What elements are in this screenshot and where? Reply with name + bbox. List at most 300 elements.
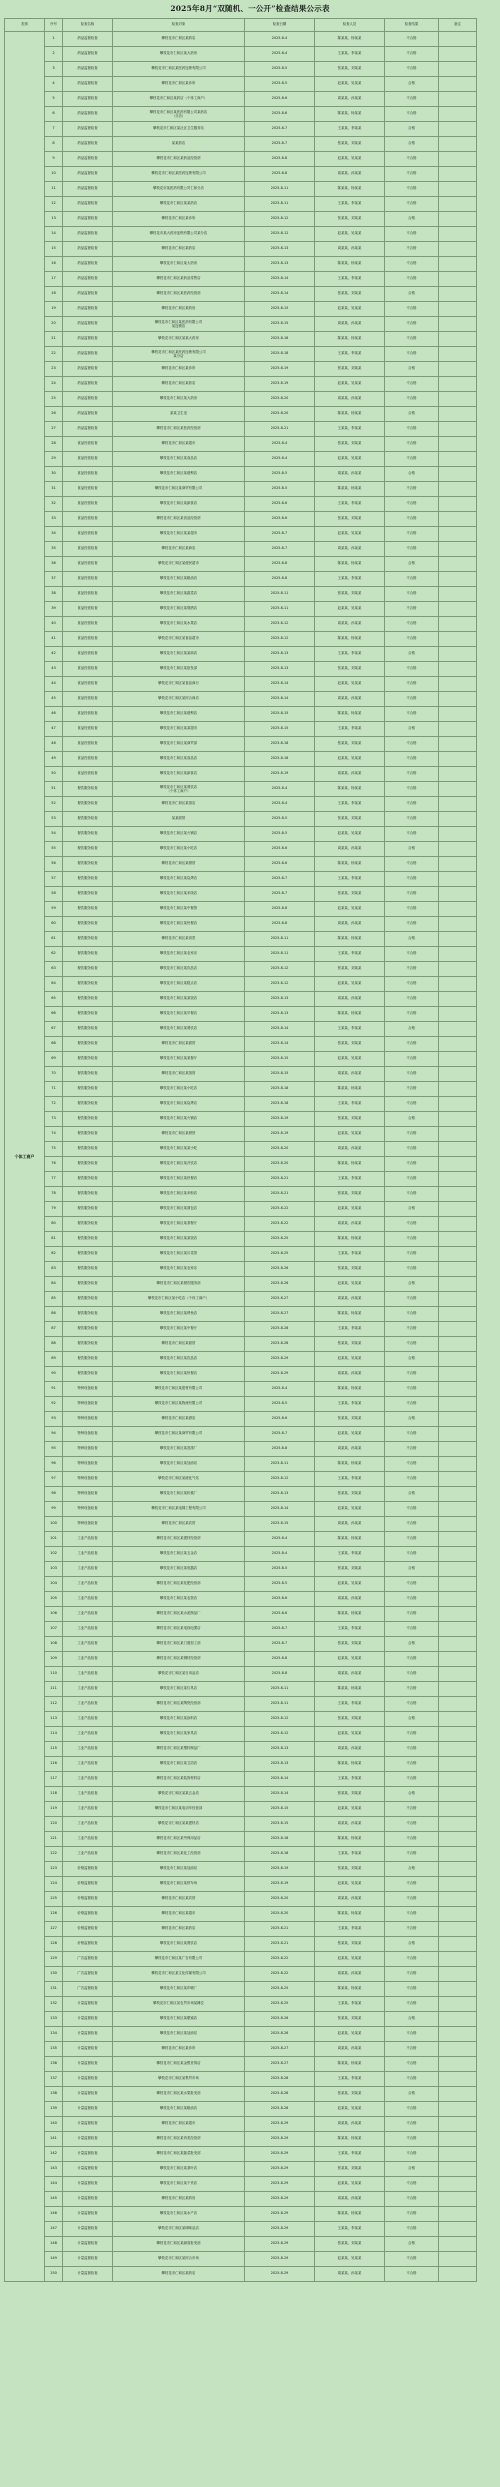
remarks-cell [439, 677, 477, 692]
inspection-result-cell: 合格 [385, 1202, 439, 1217]
inspectors-cell: 王某某、李某某 [315, 1547, 385, 1562]
inspection-name-cell: 广告监督检查 [63, 1967, 113, 1982]
row-index-cell: 148 [45, 2237, 63, 2252]
remarks-cell [439, 617, 477, 632]
table-row [5, 842, 477, 857]
inspection-subject-line: 某分店 [173, 354, 184, 358]
inspection-result-cell: 不合格 [385, 47, 439, 62]
row-index-cell: 47 [45, 722, 63, 737]
inspection-name-cell: 药品监督检查 [63, 137, 113, 152]
inspectors-cell: 周某某、孙某某 [315, 92, 385, 107]
inspection-name-cell: 食品经营检查 [63, 692, 113, 707]
inspectors-cell: 赵某某、吴某某 [315, 77, 385, 92]
table-row [5, 1862, 477, 1877]
inspection-subject-cell: 攀枝花市仁和区某早餐店 [113, 1007, 245, 1022]
inspectors-cell: 陈某某、杨某某 [315, 1457, 385, 1472]
inspectors-cell: 赵某某、吴某某 [315, 227, 385, 242]
inspection-name-cell: 餐饮服务检查 [63, 842, 113, 857]
remarks-cell [439, 1847, 477, 1862]
inspection-subject-cell: 攀枝花市仁和区某涂料店 [113, 1712, 245, 1727]
table-row [5, 1982, 477, 1997]
row-index-cell: 6 [45, 107, 63, 122]
inspection-subject-cell: 攀枝花市仁和区某灯具店 [113, 1682, 245, 1697]
inspection-result-cell: 合格 [385, 1637, 439, 1652]
inspection-subject-cell: 攀枝花市仁和区某诊所 [113, 77, 245, 92]
inspection-date-cell: 2025-8-13 [245, 1757, 315, 1772]
inspection-subject-cell: 攀枝花市仁和区某食堂 [113, 932, 245, 947]
remarks-cell [439, 827, 477, 842]
inspection-result-cell: 合格 [385, 2012, 439, 2027]
table-row [5, 947, 477, 962]
inspection-date-cell: 2025-8-15 [245, 1817, 315, 1832]
inspection-name-cell: 计量监督检查 [63, 2147, 113, 2162]
inspection-name-cell: 药品监督检查 [63, 242, 113, 257]
inspection-subject-cell: 攀枝花市仁和区某茶叶店 [113, 2162, 245, 2177]
inspection-date-cell: 2025-8-5 [245, 77, 315, 92]
inspection-name-cell: 餐饮服务检查 [63, 1142, 113, 1157]
table-row [5, 1007, 477, 1022]
table-row [5, 407, 477, 422]
inspection-name-cell: 餐饮服务检查 [63, 1337, 113, 1352]
remarks-cell [439, 407, 477, 422]
inspection-result-cell: 不合格 [385, 1997, 439, 2012]
inspection-name-cell: 特种设备检查 [63, 1397, 113, 1412]
inspection-subject-cell: 攀枝花市某医药有限公司仁和分店 [113, 182, 245, 197]
row-index-cell: 52 [45, 797, 63, 812]
inspectors-cell: 王某某、李某某 [315, 1847, 385, 1862]
remarks-cell [439, 1772, 477, 1787]
inspection-result-cell: 不合格 [385, 617, 439, 632]
inspection-date-cell: 2025-8-12 [245, 1472, 315, 1487]
inspection-name-cell: 食品经营检查 [63, 437, 113, 452]
table-row [5, 1562, 477, 1577]
remarks-cell [439, 647, 477, 662]
inspectors-cell: 赵某某、吴某某 [315, 1127, 385, 1142]
inspectors-cell: 周某某、孙某某 [315, 1742, 385, 1757]
inspection-subject-cell: 攀枝花市仁和区某农资店 [113, 1592, 245, 1607]
inspection-date-cell: 2025-8-4 [245, 1547, 315, 1562]
row-index-cell: 102 [45, 1547, 63, 1562]
table-row [5, 737, 477, 752]
inspectors-cell: 张某某、刘某某 [315, 662, 385, 677]
inspectors-cell: 张某某、刘某某 [315, 1937, 385, 1952]
inspection-result-cell: 不合格 [385, 917, 439, 932]
inspection-subject-cell: 攀枝花市仁和区某医药连锁有限公司 [113, 62, 245, 77]
inspection-date-cell: 2025-8-13 [245, 1742, 315, 1757]
table-row [5, 272, 477, 287]
inspectors-cell: 赵某某、吴某某 [315, 1202, 385, 1217]
remarks-cell [439, 1487, 477, 1502]
page-title: 2025年8月“双随机、一公开”检查结果公示表 [170, 4, 330, 13]
table-row [5, 1052, 477, 1067]
table-row [5, 227, 477, 242]
inspectors-cell: 张某某、刘某某 [315, 1637, 385, 1652]
inspection-subject-cell: 攀枝花市仁和区某便利店 [113, 707, 245, 722]
inspectors-cell: 赵某某、吴某某 [315, 1877, 385, 1892]
row-index-cell: 81 [45, 1232, 63, 1247]
inspection-name-cell: 餐饮服务检查 [63, 812, 113, 827]
remarks-cell [439, 752, 477, 767]
remarks-cell [439, 1577, 477, 1592]
inspection-subject-cell: 攀枝花市仁和区某饭店 [113, 797, 245, 812]
inspection-date-cell: 2025-8-4 [245, 32, 315, 47]
inspection-subject-cell: 攀枝花市仁和区某川菜馆 [113, 1247, 245, 1262]
inspection-date-cell: 2025-8-4 [245, 797, 315, 812]
inspection-name-cell: 工业产品检查 [63, 1697, 113, 1712]
row-index-cell: 61 [45, 932, 63, 947]
inspection-name-cell: 药品监督检查 [63, 332, 113, 347]
inspection-result-cell: 不合格 [385, 482, 439, 497]
row-index-cell: 37 [45, 572, 63, 587]
inspectors-cell: 王某某、李某某 [315, 347, 385, 362]
inspection-date-cell: 2025-8-11 [245, 197, 315, 212]
inspectors-cell: 张某某、刘某某 [315, 137, 385, 152]
inspection-result-cell: 合格 [385, 1277, 439, 1292]
inspection-subject-line: 攀枝花市仁和区某医药有限公司某药店 [149, 109, 208, 114]
inspection-subject-cell: 攀枝花市仁和区某综合商店 [113, 692, 245, 707]
remarks-cell [439, 152, 477, 167]
inspection-subject-cell: 攀枝花市仁和区某大药房 [113, 47, 245, 62]
inspection-date-cell: 2025-8-11 [245, 602, 315, 617]
inspectors-cell: 陈某某、杨某某 [315, 2207, 385, 2222]
inspection-result-cell: 不合格 [385, 497, 439, 512]
inspection-subject-cell: 攀枝花市仁和区某副食店 [113, 497, 245, 512]
inspectors-cell: 张某某、刘某某 [315, 1787, 385, 1802]
table-row [5, 1652, 477, 1667]
inspection-name-cell: 计量监督检查 [63, 2027, 113, 2042]
inspectors-cell: 王某某、李某某 [315, 797, 385, 812]
table-row [5, 122, 477, 137]
remarks-cell [439, 1202, 477, 1217]
inspection-subject-cell: 攀枝花市仁和区某水果店 [113, 617, 245, 632]
inspection-name-cell: 工业产品检查 [63, 1577, 113, 1592]
inspectors-cell: 张某某、刘某某 [315, 1712, 385, 1727]
inspection-name-cell: 食品经营检查 [63, 452, 113, 467]
inspection-name-cell: 特种设备检查 [63, 1412, 113, 1427]
inspection-subject-cell: 攀枝花市仁和区某商贸有限公司 [113, 1427, 245, 1442]
table-row [5, 572, 477, 587]
inspection-result-cell: 不合格 [385, 1457, 439, 1472]
inspection-name-cell: 餐饮服务检查 [63, 932, 113, 947]
row-index-cell: 58 [45, 887, 63, 902]
inspection-date-cell: 2025-8-6 [245, 497, 315, 512]
row-index-cell: 54 [45, 827, 63, 842]
inspection-subject-cell: 攀枝花市仁和区某小吃店 [113, 1082, 245, 1097]
remarks-cell [439, 1442, 477, 1457]
table-row [5, 632, 477, 647]
inspection-date-cell: 2025-8-18 [245, 1082, 315, 1097]
inspection-result-cell: 合格 [385, 842, 439, 857]
inspection-subject-cell: 攀枝花市仁和区某诊所 [113, 2042, 245, 2057]
row-index-cell: 75 [45, 1142, 63, 1157]
inspection-name-cell: 药品监督检查 [63, 227, 113, 242]
row-index-cell: 79 [45, 1202, 63, 1217]
inspection-date-cell: 2025-8-29 [245, 2192, 315, 2207]
inspection-subject-cell: 攀枝花市仁和区某商店 [113, 542, 245, 557]
inspection-name-cell: 餐饮服务检查 [63, 887, 113, 902]
inspection-date-cell: 2025-8-13 [245, 647, 315, 662]
inspection-result-cell: 不合格 [385, 182, 439, 197]
table-row [5, 212, 477, 227]
inspection-date-cell: 2025-8-19 [245, 1127, 315, 1142]
inspectors-cell: 周某某、孙某某 [315, 392, 385, 407]
inspection-subject-cell: 攀枝花市仁和区某化肥经营部 [113, 1577, 245, 1592]
table-row [5, 902, 477, 917]
inspection-date-cell: 2025-8-4 [245, 1532, 315, 1547]
remarks-cell [439, 1712, 477, 1727]
inspectors-cell: 张某某、刘某某 [315, 587, 385, 602]
row-index-cell: 118 [45, 1787, 63, 1802]
table-row [5, 1082, 477, 1097]
inspection-subject-cell: 攀枝花市仁和区某某超市 [113, 527, 245, 542]
table-row [5, 257, 477, 272]
inspection-result-cell: 不合格 [385, 1067, 439, 1082]
table-row [5, 2162, 477, 2177]
row-index-cell: 116 [45, 1757, 63, 1772]
table-row [5, 812, 477, 827]
inspection-date-cell: 2025-8-22 [245, 1217, 315, 1232]
inspection-subject-cell: 攀枝花市仁和区某烧烤店 [113, 1097, 245, 1112]
row-index-cell: 70 [45, 1067, 63, 1082]
inspectors-cell: 王某某、李某某 [315, 1097, 385, 1112]
inspection-result-cell: 不合格 [385, 542, 439, 557]
remarks-cell [439, 917, 477, 932]
row-index-cell: 55 [45, 842, 63, 857]
inspection-date-cell: 2025-8-12 [245, 632, 315, 647]
inspectors-cell: 王某某、李某某 [315, 1622, 385, 1637]
table-row [5, 1457, 477, 1472]
inspection-subject-cell: 某某卫生室 [113, 407, 245, 422]
inspection-date-cell: 2025-8-12 [245, 1712, 315, 1727]
remarks-cell [439, 1247, 477, 1262]
row-index-cell: 26 [45, 407, 63, 422]
inspectors-cell: 周某某、孙某某 [315, 1592, 385, 1607]
remarks-cell [439, 797, 477, 812]
inspection-name-cell: 价格监督检查 [63, 1862, 113, 1877]
inspection-date-cell: 2025-8-19 [245, 377, 315, 392]
inspection-date-cell: 2025-8-15 [245, 317, 315, 332]
row-index-cell: 77 [45, 1172, 63, 1187]
row-index-cell: 42 [45, 647, 63, 662]
inspection-date-cell: 2025-8-14 [245, 1037, 315, 1052]
inspectors-cell: 赵某某、吴某某 [315, 1502, 385, 1517]
inspection-result-cell: 不合格 [385, 2252, 439, 2267]
row-index-cell: 29 [45, 452, 63, 467]
inspection-subject-cell: 攀枝花市仁和区某批发部 [113, 662, 245, 677]
table-row [5, 1097, 477, 1112]
inspection-subject-cell: 攀枝花市仁和区某宾馆 [113, 1517, 245, 1532]
remarks-cell [439, 1112, 477, 1127]
inspection-name-cell: 工业产品检查 [63, 1817, 113, 1832]
row-index-cell: 74 [45, 1127, 63, 1142]
inspection-name-cell: 药品监督检查 [63, 197, 113, 212]
inspection-subject-cell: 攀枝花市仁和区某诊所 [113, 362, 245, 377]
remarks-cell [439, 2162, 477, 2177]
inspection-result-cell: 不合格 [385, 1187, 439, 1202]
row-index-cell: 133 [45, 2012, 63, 2027]
inspection-subject-cell: 攀枝花市仁和区某大药房 [113, 257, 245, 272]
table-row [5, 467, 477, 482]
inspection-result-cell: 不合格 [385, 1397, 439, 1412]
inspection-date-cell: 2025-8-19 [245, 362, 315, 377]
row-index-cell: 150 [45, 2267, 63, 2282]
inspection-date-cell: 2025-8-12 [245, 617, 315, 632]
row-index-cell: 91 [45, 1382, 63, 1397]
inspection-date-cell: 2025-8-6 [245, 842, 315, 857]
inspection-name-cell: 计量监督检查 [63, 2222, 113, 2237]
inspection-subject-cell: 某某药店 [113, 137, 245, 152]
inspection-date-cell: 2025-8-8 [245, 902, 315, 917]
inspection-date-cell: 2025-8-7 [245, 122, 315, 137]
inspection-name-cell: 工业产品检查 [63, 1637, 113, 1652]
table-row [5, 497, 477, 512]
inspection-date-cell: 2025-8-19 [245, 1862, 315, 1877]
inspection-subject-cell: 攀枝花市仁和区某某大药房 [113, 332, 245, 347]
inspection-name-cell: 餐饮服务检查 [63, 1247, 113, 1262]
table-row [5, 47, 477, 62]
inspection-subject-cell: 攀枝花市仁和区某医药经营部 [113, 287, 245, 302]
row-index-cell: 43 [45, 662, 63, 677]
inspectors-cell: 张某某、刘某某 [315, 2012, 385, 2027]
inspection-name-cell: 工业产品检查 [63, 1712, 113, 1727]
table-row [5, 887, 477, 902]
table-row [5, 2012, 477, 2027]
inspectors-cell: 王某某、李某某 [315, 572, 385, 587]
inspection-name-cell: 餐饮服务检查 [63, 1217, 113, 1232]
inspectors-cell: 陈某某、杨某某 [315, 1157, 385, 1172]
remarks-cell [439, 2267, 477, 2282]
row-index-cell: 25 [45, 392, 63, 407]
inspection-date-cell: 2025-8-21 [245, 422, 315, 437]
inspection-date-cell: 2025-8-22 [245, 1952, 315, 1967]
inspection-subject-cell: 攀枝花市仁和区某药店 [113, 32, 245, 47]
inspection-date-cell: 2025-8-7 [245, 887, 315, 902]
inspection-subject-cell: 攀枝花市仁和区某洗涤厂 [113, 1442, 245, 1457]
remarks-cell [439, 137, 477, 152]
inspection-result-cell: 不合格 [385, 947, 439, 962]
inspection-results-table [4, 18, 477, 2282]
inspection-result-cell: 不合格 [385, 1577, 439, 1592]
inspection-name-cell: 计量监督检查 [63, 2102, 113, 2117]
inspection-result-cell: 合格 [385, 1787, 439, 1802]
inspectors-cell: 赵某某、吴某某 [315, 902, 385, 917]
inspection-result-cell: 不合格 [385, 272, 439, 287]
remarks-cell [439, 1502, 477, 1517]
inspection-subject-cell: 攀枝花市仁和区某某建材店 [113, 1817, 245, 1832]
inspectors-cell: 赵某某、吴某某 [315, 827, 385, 842]
table-row [5, 2027, 477, 2042]
row-index-cell: 57 [45, 872, 63, 887]
inspection-name-cell: 餐饮服务检查 [63, 1187, 113, 1202]
inspection-result-cell: 合格 [385, 1352, 439, 1367]
table-row [5, 1352, 477, 1367]
row-index-cell: 4 [45, 77, 63, 92]
inspection-subject-cell: 攀枝花市仁和区某装饰材料店 [113, 1772, 245, 1787]
inspectors-cell: 张某某、刘某某 [315, 2237, 385, 2252]
table-row [5, 2147, 477, 2162]
row-index-cell: 149 [45, 2252, 63, 2267]
inspection-subject-cell: 攀枝花市仁和区某化工经营部 [113, 1847, 245, 1862]
inspectors-cell: 陈某某、杨某某 [315, 407, 385, 422]
inspection-name-cell: 特种设备检查 [63, 1457, 113, 1472]
inspectors-cell: 赵某某、吴某某 [315, 377, 385, 392]
inspection-result-cell: 不合格 [385, 1322, 439, 1337]
inspection-name-cell: 药品监督检查 [63, 92, 113, 107]
inspectors-cell: 王某某、李某某 [315, 947, 385, 962]
inspection-subject-cell: 攀枝花市仁和区某农家乐 [113, 947, 245, 962]
inspection-date-cell: 2025-8-19 [245, 1112, 315, 1127]
inspectors-cell: 陈某某、杨某某 [315, 1532, 385, 1547]
row-index-cell: 113 [45, 1712, 63, 1727]
table-header-row [5, 19, 477, 32]
inspection-name-cell: 广告监督检查 [63, 1952, 113, 1967]
inspection-result-cell: 不合格 [385, 1892, 439, 1907]
remarks-cell [439, 497, 477, 512]
inspectors-cell: 王某某、李某某 [315, 1247, 385, 1262]
remarks-cell [439, 1802, 477, 1817]
row-index-cell: 48 [45, 737, 63, 752]
inspection-result-cell: 不合格 [385, 707, 439, 722]
inspection-result-cell: 不合格 [385, 2132, 439, 2147]
remarks-cell [439, 392, 477, 407]
inspection-result-cell: 不合格 [385, 422, 439, 437]
inspection-result-cell: 合格 [385, 932, 439, 947]
inspection-date-cell: 2025-8-13 [245, 242, 315, 257]
row-index-cell: 76 [45, 1157, 63, 1172]
inspection-subject-cell: 攀枝花市仁和区某某超市 [113, 722, 245, 737]
inspection-name-cell: 价格监督检查 [63, 1937, 113, 1952]
inspectors-cell: 赵某某、吴某某 [315, 1802, 385, 1817]
inspection-result-cell: 不合格 [385, 1307, 439, 1322]
inspectors-cell: 王某某、李某某 [315, 497, 385, 512]
row-index-cell: 139 [45, 2102, 63, 2117]
row-index-cell: 117 [45, 1772, 63, 1787]
remarks-cell [439, 1937, 477, 1952]
remarks-cell [439, 182, 477, 197]
inspection-date-cell: 2025-8-6 [245, 512, 315, 527]
remarks-cell [439, 1307, 477, 1322]
remarks-cell [439, 737, 477, 752]
inspection-name-cell: 餐饮服务检查 [63, 992, 113, 1007]
inspection-date-cell: 2025-8-14 [245, 1787, 315, 1802]
inspection-result-cell: 不合格 [385, 1172, 439, 1187]
inspection-date-cell: 2025-8-6 [245, 857, 315, 872]
inspection-result-cell: 合格 [385, 407, 439, 422]
inspection-subject-cell: 攀枝花市仁和区某糕点店 [113, 977, 245, 992]
row-index-cell: 115 [45, 1742, 63, 1757]
inspectors-cell: 张某某、刘某某 [315, 512, 385, 527]
inspection-name-cell: 特种设备检查 [63, 1487, 113, 1502]
inspection-date-cell: 2025-8-6 [245, 1607, 315, 1622]
remarks-cell [439, 272, 477, 287]
inspection-date-cell: 2025-8-27 [245, 1307, 315, 1322]
inspectors-cell: 周某某、孙某某 [315, 617, 385, 632]
table-row [5, 1667, 477, 1682]
inspection-subject-cell: 攀枝花市仁和区某水产店 [113, 2207, 245, 2222]
remarks-cell [439, 1457, 477, 1472]
table-row [5, 1622, 477, 1637]
row-index-cell: 84 [45, 1277, 63, 1292]
row-index-cell: 100 [45, 1517, 63, 1532]
inspection-name-cell: 食品经营检查 [63, 557, 113, 572]
remarks-cell [439, 602, 477, 617]
inspection-result-cell: 合格 [385, 1022, 439, 1037]
inspection-subject-cell: 攀枝花市仁和区某电线电缆店 [113, 1622, 245, 1637]
table-row [5, 2222, 477, 2237]
inspection-name-cell: 特种设备检查 [63, 1472, 113, 1487]
inspection-name-cell: 计量监督检查 [63, 2252, 113, 2267]
inspection-result-cell: 不合格 [385, 1292, 439, 1307]
